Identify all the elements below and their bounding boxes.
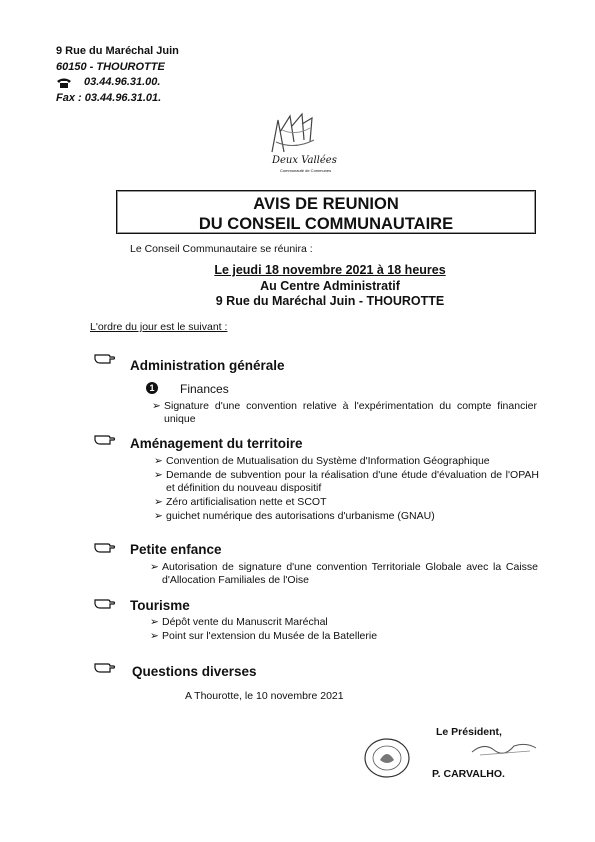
date-line: A Thourotte, le 10 novembre 2021: [185, 690, 344, 702]
meeting-address: 9 Rue du Maréchal Juin - THOUROTTE: [215, 294, 445, 308]
signatory-name: P. CARVALHO.: [432, 768, 505, 780]
arrow-bullet-icon: ➢: [150, 616, 159, 628]
agenda-item: ➢ Zéro artificialisation nette et SCOT: [154, 496, 327, 508]
pointing-hand-icon: [94, 540, 116, 554]
sender-address: [56, 44, 179, 106]
address-fax: Fax : 03.44.96.31.01.: [56, 91, 162, 104]
arrow-bullet-icon: ➢: [154, 510, 163, 522]
arrow-bullet-icon: ➢: [154, 496, 163, 508]
meeting-place: Au Centre Administratif: [260, 278, 400, 293]
section-title-petite-enfance: Petite enfance: [130, 542, 222, 557]
signature-scribble-icon: [470, 736, 540, 758]
pointing-hand-icon: [94, 432, 116, 446]
agenda-item: ➢ Demande de subvention pour la réalisation d'une étude d'évaluation de l'OPAH et définition du nouveau dispositif: [154, 469, 539, 494]
intro-text: Le Conseil Communautaire se réunira :: [130, 243, 313, 255]
arrow-bullet-icon: ➢: [150, 561, 159, 573]
agenda-item: ➢ Dépôt vente du Manuscrit Maréchal: [150, 616, 328, 628]
official-stamp-icon: [362, 736, 412, 780]
address-phone: 03.44.96.31.00.: [84, 76, 161, 88]
logo-sub: Communauté de Communes: [280, 168, 332, 173]
title-line1: AVIS DE REUNION: [253, 195, 399, 213]
pointing-hand-icon: [94, 660, 116, 674]
number-bullet: 1: [146, 382, 158, 394]
section-title-administration: Administration générale: [130, 358, 285, 373]
agenda-item: ➢ Signature d'une convention relative à l'expérimentation du compte financier unique: [152, 400, 537, 425]
pointing-hand-icon: [94, 596, 116, 610]
telephone-icon: [56, 77, 72, 89]
deux-vallees-logo: [250, 112, 340, 182]
agenda-item: ➢ Point sur l'extension du Musée de la Batellerie: [150, 630, 378, 642]
address-street: 9 Rue du Maréchal Juin: [56, 45, 179, 57]
arrow-bullet-icon: ➢: [154, 469, 163, 481]
arrow-bullet-icon: ➢: [152, 400, 161, 412]
arrow-bullet-icon: ➢: [154, 455, 163, 467]
agenda-item: ➢ Convention de Mutualisation du Système d'Information Géographique: [154, 455, 490, 467]
pointing-hand-icon: [94, 351, 116, 365]
address-city: 60150 - THOUROTTE: [56, 60, 165, 73]
arrow-bullet-icon: ➢: [150, 630, 159, 642]
section-title-amenagement: Aménagement du territoire: [130, 436, 303, 451]
meeting-details: [180, 263, 480, 310]
section-title-tourisme: Tourisme: [130, 598, 190, 613]
agenda-item: ➢ guichet numérique des autorisations d'urbanisme (GNAU): [154, 510, 435, 522]
agenda-label: L'ordre du jour est le suivant :: [90, 321, 228, 333]
section-title-questions: Questions diverses: [132, 664, 257, 679]
logo-brand: Deux Vallées: [272, 155, 337, 166]
signatory-role: Le Président,: [436, 726, 502, 738]
document-title: [116, 190, 536, 234]
address-phone-row: [56, 75, 179, 91]
title-line2: DU CONSEIL COMMUNAUTAIRE: [198, 215, 454, 233]
meeting-date: Le jeudi 18 novembre 2021 à 18 heures: [214, 263, 446, 277]
logo-hands-icon: [264, 112, 324, 154]
subsection-title-finances: Finances: [180, 382, 229, 396]
agenda-item: ➢ Autorisation de signature d'une convention Territoriale Globale avec la Caisse d'Allocation Familiales de l'Oise: [150, 561, 538, 586]
